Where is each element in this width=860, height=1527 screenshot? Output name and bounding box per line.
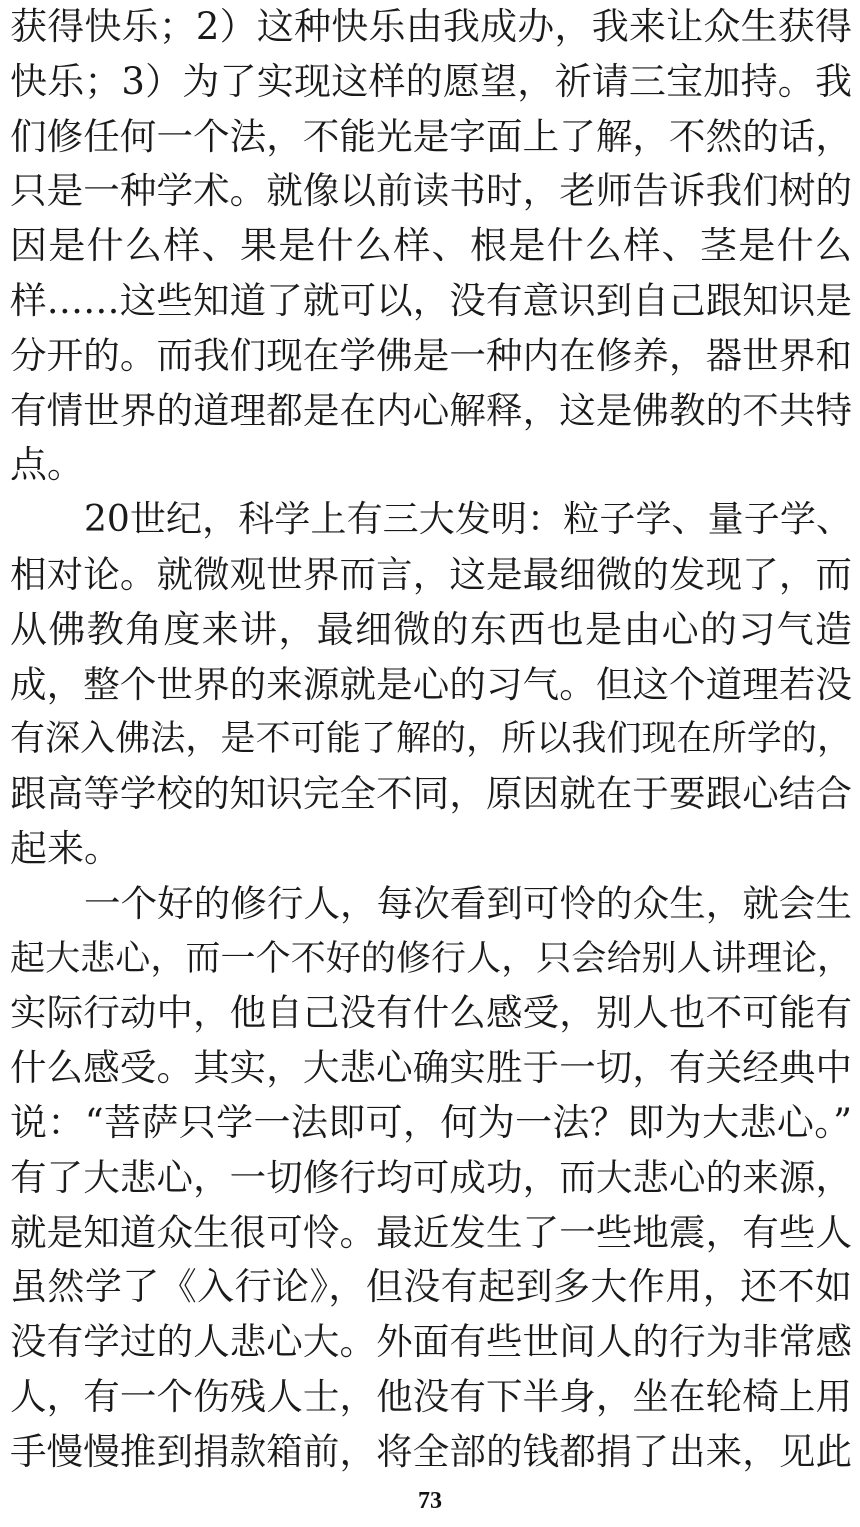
text-line: 从佛教角度来讲，最细微的东西也是由心的习气造 bbox=[10, 607, 852, 651]
text-line: 实际行动中，他自己没有什么感受，别人也不可能有 bbox=[10, 991, 852, 1035]
text-line: 有深入佛法，是不可能了解的，所以我们现在所学的， bbox=[10, 719, 852, 760]
text-line: 获得快乐；2）这种快乐由我成办，我来让众生获得 bbox=[10, 5, 852, 48]
text-line: 有了大悲心，一切修行均可成功，而大悲心的来源， bbox=[10, 1155, 852, 1199]
paragraph-1 bbox=[10, 0, 852, 493]
text-line: 样……这些知道了就可以，没有意识到自己跟知识是 bbox=[10, 278, 852, 322]
text-line: 说：“菩萨只学一法即可，何为一法？即为大悲心。” bbox=[10, 1100, 852, 1144]
text-line: 跟高等学校的知识完全不同，原因就在于要跟心结合 bbox=[10, 772, 852, 816]
text-line: 有情世界的道理都是在内心解释，这是佛教的不共特 bbox=[10, 388, 852, 432]
text-line: 起大悲心，而一个不好的修行人，只会给别人讲理论， bbox=[10, 938, 852, 979]
body-text bbox=[10, 0, 852, 1480]
text-line: 点。 bbox=[10, 443, 84, 487]
text-line: 们修任何一个法，不能光是字面上了解，不然的话， bbox=[10, 114, 852, 158]
text-line: 快乐；3）为了实现这样的愿望，祈请三宝加持。我 bbox=[10, 59, 852, 103]
text-line: 成，整个世界的来源就是心的习气。但这个道理若没 bbox=[10, 662, 852, 706]
text-line: 没有学过的人悲心大。外面有些世间人的行为非常感 bbox=[10, 1320, 852, 1364]
text-line: 什么感受。其实，大悲心确实胜于一切，有关经典中 bbox=[10, 1046, 852, 1090]
text-line: 20世纪，科学上有三大发明：粒子学、量子学、 bbox=[84, 499, 852, 541]
text-line: 虽然学了《入行论》，但没有起到多大作用，还不如 bbox=[10, 1265, 852, 1309]
paragraph-2 bbox=[10, 493, 852, 877]
text-line: 分开的。而我们现在学佛是一种内在修养，器世界和 bbox=[10, 333, 852, 377]
paragraph-3 bbox=[10, 877, 852, 1480]
text-line: 相对论。就微观世界而言，这是最细微的发现了，而 bbox=[10, 552, 852, 596]
page-number: 73 bbox=[418, 1488, 442, 1514]
text-line: 人，有一个伤残人士，他没有下半身，坐在轮椅上用 bbox=[10, 1374, 852, 1418]
text-line: 手慢慢推到捐款箱前，将全部的钱都捐了出来，见此 bbox=[10, 1429, 852, 1473]
text-line: 起来。 bbox=[10, 826, 121, 870]
text-line: 只是一种学术。就像以前读书时，老师告诉我们树的 bbox=[10, 169, 852, 213]
text-line: 因是什么样、果是什么样、根是什么样、茎是什么 bbox=[10, 224, 852, 268]
text-line: 就是知道众生很可怜。最近发生了一些地震，有些人 bbox=[10, 1210, 852, 1254]
text-line: 一个好的修行人，每次看到可怜的众生，就会生 bbox=[84, 881, 852, 925]
